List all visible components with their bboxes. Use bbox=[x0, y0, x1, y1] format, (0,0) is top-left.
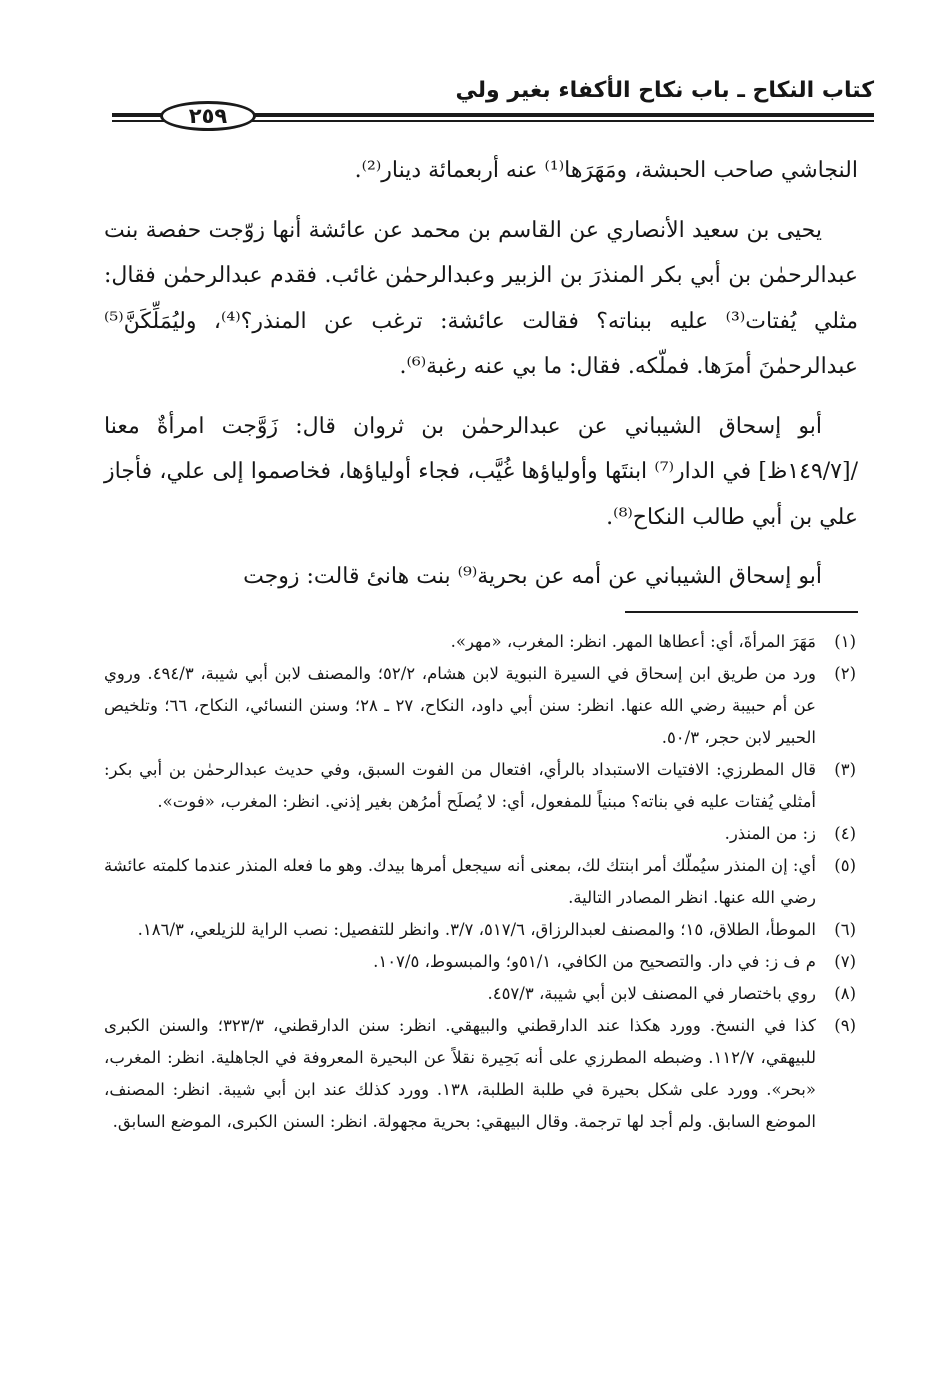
footnote-number: (٢) bbox=[834, 664, 856, 683]
footnote-number: (٤) bbox=[834, 824, 856, 843]
footnote-number: (٧) bbox=[834, 952, 856, 971]
chapter-title: كتاب النكاح ـ باب نكاح الأكفاء بغير ولي bbox=[455, 78, 874, 103]
footnote-text: ز: من المنذر. bbox=[724, 824, 816, 843]
page-number: ٢٥٩ bbox=[188, 104, 228, 128]
running-header bbox=[112, 68, 874, 130]
footnote-number: (٩) bbox=[834, 1016, 856, 1035]
footnote bbox=[104, 626, 856, 658]
footnote-text: مَهَرَ المرأةَ، أي: أعطاها المهر. انظر: المغرب، «مهر». bbox=[450, 632, 816, 651]
footnote bbox=[104, 946, 856, 978]
footnote bbox=[104, 978, 856, 1010]
footnote-separator bbox=[625, 611, 858, 613]
paragraph: يحيى بن سعيد الأنصاري عن القاسم بن محمد عن عائشة أنها زوّجت حفصة بنت عبدالرحمٰن بن أبي بكر المنذرَ بن الزبير وعبدالرحمٰن غائب. فقدم عبدالرحمٰن فقال: مثلي يُفتات⁽³⁾ عليه ببناته؟ فقالت عائشة: ترغب عن المنذر؟⁽⁴⁾، وليُمَلِّكَنَّ⁽⁵⁾ عبدالرحمٰنَ أمرَها. فملّكه. فقال: ما بي عنه رغبة⁽⁶⁾. bbox=[104, 217, 859, 379]
paragraph: أبو إسحاق الشيباني عن عبدالرحمٰن بن ثروان قال: زَوَّجت امرأةٌ معنا /[١٤٩/٧ظ] في الدار⁽⁷⁾ ابنتَها وأولياؤها غُيَّب، فجاء أولياؤها، فخاصموا إلى علي، فأجاز علي بن أبي طالب النكاح⁽⁸⁾. bbox=[104, 413, 858, 530]
footnote-number: (٦) bbox=[834, 920, 856, 939]
footnote-text: ورد من طريق ابن إسحاق في السيرة النبوية لابن هشام، ٥٢/٢؛ والمصنف لابن أبي شيبة، ٤٩٤/٣. وروي عن أم حبيبة رضي الله عنها. انظر: سنن أبي داود، النكاح، ٢٧ ـ ٢٨؛ وسنن النسائي، النكاح، ٦٦؛ وتلخيص الحبير لابن حجر، ٥٠/٣. bbox=[104, 664, 817, 747]
footnote bbox=[104, 754, 856, 818]
footnote-text: م ف ز: في دار. والتصحيح من الكافي، ٥١/١و؛ والمبسوط، ١٠٧/٥. bbox=[373, 952, 816, 971]
footnote bbox=[104, 1010, 856, 1138]
footnote bbox=[104, 818, 856, 850]
footnote-text: أي: إن المنذر سيُملّك أمر ابنتك لك، بمعنى أنه سيجعل أمرها بيدك. وهو ما فعله المنذر عندما كلمته عائشة رضي الله عنها. انظر المصادر التالية. bbox=[104, 856, 816, 907]
page-number-badge bbox=[160, 101, 256, 131]
footnotes bbox=[104, 626, 856, 1138]
footnote-number: (٣) bbox=[834, 760, 856, 779]
footnote-text: كذا في النسخ. وورد هكذا عند الدارقطني والبيهقي. انظر: سنن الدارقطني، ٣٢٣/٣؛ والسنن الكبرى للبيهقي، ١١٢/٧. وضبطه المطرزي على أنه بَحِيرة نقلاً عن البحيرة المعروفة في الجاهلية. انظر: المغرب، «بحر». وورد على شكل بحيرة في طلبة الطلبة، ١٣٨. وورد كذلك عند ابن أبي شيبة. انظر: المصنف، الموضع السابق. ولم أجد لها ترجمة. وقال البيهقي: بحرية مجهولة. انظر: السنن الكبرى، الموضع السابق. bbox=[104, 1016, 816, 1131]
footnote-text: روي باختصار في المصنف لابن أبي شيبة، ٤٥٧/٣. bbox=[487, 984, 816, 1003]
footnote-number: (١) bbox=[834, 632, 856, 651]
paragraph: النجاشي صاحب الحبشة، ومَهَرَها⁽¹⁾ عنه أربعمائة دينار⁽²⁾. bbox=[354, 158, 858, 183]
footnote bbox=[104, 914, 856, 946]
footnote-number: (٨) bbox=[834, 984, 856, 1003]
footnote-text: قال المطرزي: الافتيات الاستبداد بالرأي، افتعال من الفوت السبق، وفي حديث عبدالرحمٰن بن أبي بكر: أمثلي يُفتات عليه في بناته؟ مبنياً للمفعول، أي: لا يُصلَح أمرُهن بغير إذني. انظر: المغرب، «فوت». bbox=[104, 760, 816, 811]
paragraph: أبو إسحاق الشيباني عن أمه عن بحرية⁽⁹⁾ بنت هانئ قالت: زوجت bbox=[243, 564, 822, 589]
footnote bbox=[104, 658, 856, 754]
footnote bbox=[104, 850, 856, 914]
main-text bbox=[104, 148, 858, 600]
footnote-text: الموطأ، الطلاق، ١٥؛ والمصنف لعبدالرزاق، ٥١٧/٦، ٣/٧. وانظر للتفصيل: نصب الراية للزيلعي، ١٨٦/٣. bbox=[137, 920, 816, 939]
footnote-number: (٥) bbox=[834, 856, 856, 875]
